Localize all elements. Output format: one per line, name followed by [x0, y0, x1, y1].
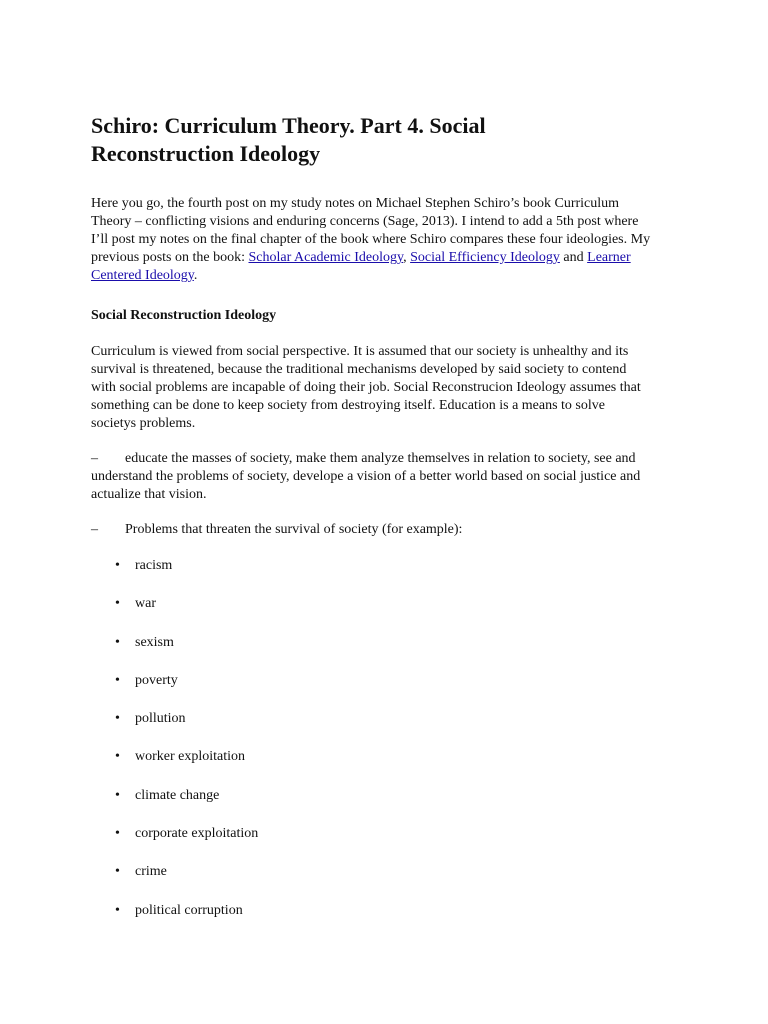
dash-item-educate-text: educate the masses of society, make them analyze themselves in relation to society, see and understand the problems of society, develope a vision of a better world based on social justice and actualize that vision. [91, 451, 641, 502]
bullet-icon: • [115, 864, 120, 880]
intro-separator-2: and [559, 250, 588, 265]
list-item: • poverty [115, 672, 178, 688]
bullet-icon: • [115, 826, 120, 842]
list-item: • crime [115, 864, 167, 880]
link-learner-centered-ideology[interactable]: Learner Centered Ideology [91, 250, 631, 283]
bullet-icon: • [115, 711, 120, 727]
list-item: • worker exploitation [115, 749, 246, 765]
bullet-icon: • [115, 787, 120, 803]
dash-item-problems [91, 521, 651, 539]
bullet-icon: • [115, 749, 120, 765]
title-line-1: Schiro: Curriculum Theory. Part 4. Social [91, 113, 486, 138]
title-line-2: Reconstruction Ideology [91, 141, 321, 166]
intro-separator-1: , [403, 250, 411, 265]
list-item: • political corruption [115, 902, 243, 918]
bullet-icon: • [115, 596, 120, 612]
section-heading: Social Reconstruction Ideology [91, 308, 277, 323]
bullet-icon: • [115, 902, 120, 918]
link-scholar-academic-ideology[interactable]: Scholar Academic Ideology [248, 250, 404, 265]
dash-glyph: – [91, 451, 98, 466]
page-title [91, 112, 651, 168]
list-item: • war [115, 596, 156, 612]
list-item: • racism [115, 558, 173, 573]
bullet-icon: • [115, 672, 120, 688]
dash-item-educate [91, 450, 651, 504]
bullet-icon: • [115, 634, 120, 650]
intro-paragraph [91, 195, 651, 285]
list-item: • corporate exploitation [115, 826, 259, 842]
problems-list [91, 557, 651, 920]
link-social-efficiency-ideology[interactable]: Social Efficiency Ideology [410, 250, 560, 265]
list-item: • sexism [115, 634, 174, 650]
intro-end: . [193, 268, 198, 283]
dash-item-problems-text: Problems that threaten the survival of society (for example): [125, 522, 463, 537]
dash-glyph: – [91, 522, 98, 537]
list-item: • climate change [115, 787, 220, 803]
document-page [91, 112, 651, 940]
intro-text: Here you go, the fourth post on my study notes on Michael Stephen Schiro’s book Curriculum Theory – conflicting visions and enduring concerns (Sage, 2013). I intend to add a 5th post where I’ll post my notes on the final chapter of the book where Schiro compares these four ideologies. My previous posts on the book: [91, 196, 651, 265]
paragraph-curriculum-view: Curriculum is viewed from social perspective. It is assumed that our society is unhealthy and its survival is threatened, because the traditional mechanisms developed by said society to contend with social problems are incapable of doing their job. Social Reconstrucion Ideology assumes that something can be done to keep society from destroying itself. Education is a means to solve societys problems. [91, 344, 641, 431]
list-item: • pollution [115, 711, 186, 727]
bullet-icon: • [115, 558, 120, 573]
